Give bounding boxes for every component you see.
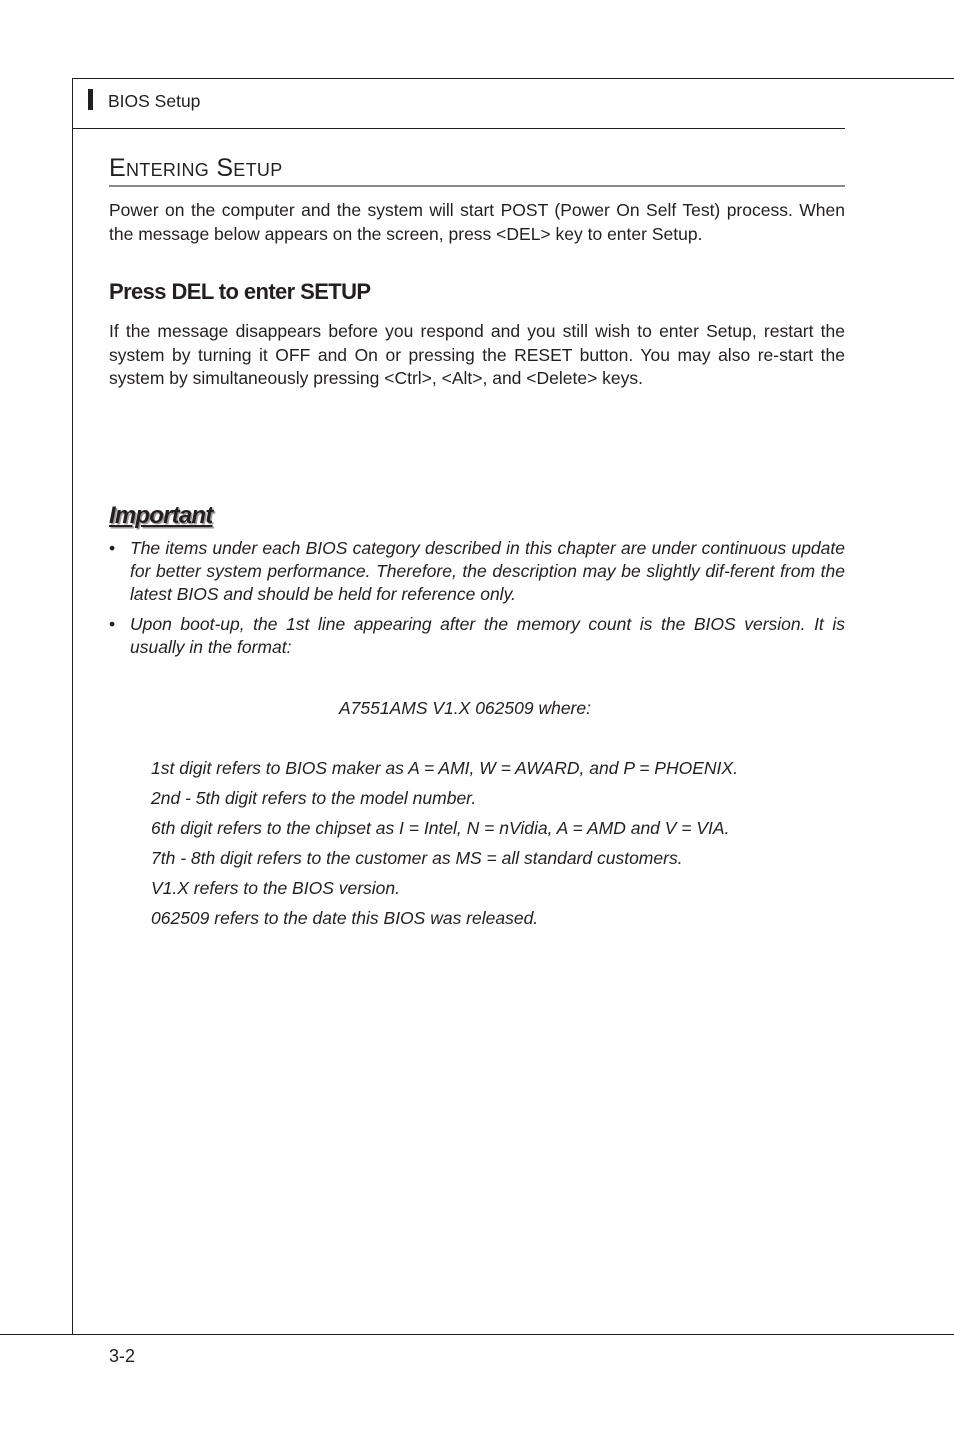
important-note — [109, 613, 845, 659]
header-marker — [88, 89, 93, 110]
bios-version-example: A7551AMS V1.X 062509 where: — [339, 698, 591, 718]
restart-paragraph: If the message disappears before you respond and you still wish to enter Setup, restart the system by turning it OFF and On or pressing the RESET button. You may also re-start the system by simultaneously pressing <Ctrl>, <Alt>, and <Delete> keys. — [109, 321, 845, 388]
detail-line: 6th digit refers to the chipset as I = Intel, N = nVidia, A = AMD and V = VIA. — [151, 818, 730, 838]
intro-paragraph: Power on the computer and the system will start POST (Power On Self Test) process. When the message below appears on the screen, press <DEL> key to enter Setup. — [109, 200, 845, 244]
note-text: Upon boot-up, the 1st line appearing after the memory count is the BIOS version. It is usually in the format: — [130, 614, 845, 657]
del-prompt-heading: Press DEL to enter SETUP — [109, 279, 371, 304]
page-frame-bottom — [0, 1334, 954, 1335]
page-frame-top — [72, 78, 954, 79]
running-header: BIOS Setup — [108, 91, 201, 111]
section-title: Entering Setup — [109, 154, 283, 182]
version-format-details — [151, 757, 738, 937]
important-heading: Important — [109, 502, 213, 529]
note-text: The items under each BIOS category described in this chapter are under continuous update for better system performance. Therefore, the description may be slightly dif-ferent from the latest BIOS and should be held for reference only. — [130, 538, 845, 604]
detail-line: 7th - 8th digit refers to the customer as MS = all standard customers. — [151, 848, 683, 868]
bullet-icon: • — [109, 614, 116, 634]
page-number: 3-2 — [109, 1346, 136, 1366]
detail-line: 2nd - 5th digit refers to the model number. — [151, 788, 477, 808]
section-title-rule — [109, 185, 845, 187]
detail-line: 062509 refers to the date this BIOS was released. — [151, 908, 539, 928]
important-notes — [109, 537, 845, 666]
detail-line: 1st digit refers to BIOS maker as A = AMI, W = AWARD, and P = PHOENIX. — [151, 758, 738, 778]
bullet-icon: • — [109, 538, 116, 558]
detail-line: V1.X refers to the BIOS version. — [151, 878, 400, 898]
important-note — [109, 537, 845, 606]
header-rule — [72, 128, 845, 129]
page-frame-left — [72, 78, 73, 1335]
